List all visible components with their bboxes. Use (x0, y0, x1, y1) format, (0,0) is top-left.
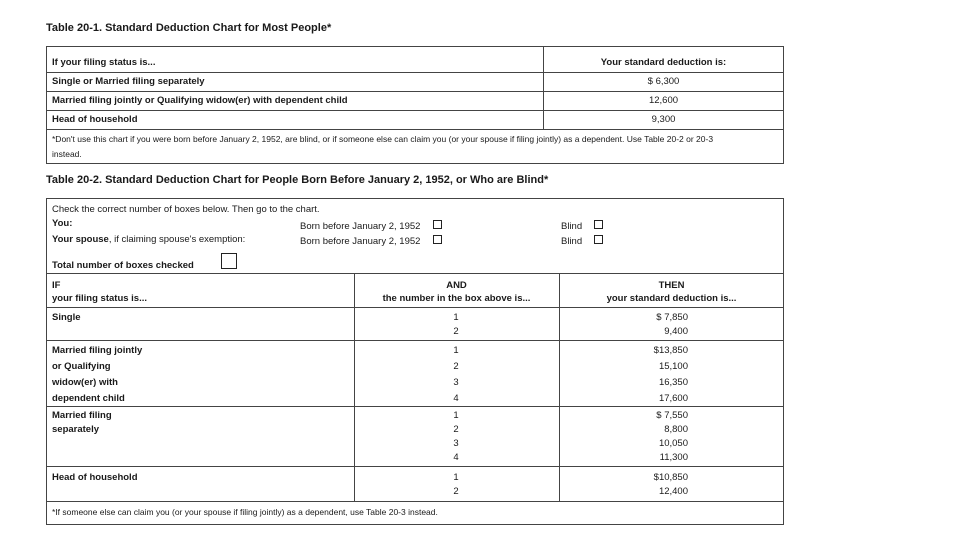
box-count: 2 (453, 486, 459, 497)
table1-header-left: If your filing status is... (52, 57, 156, 68)
col3-header-deduction: your standard deduction is... (606, 293, 737, 304)
you-born-before-checkbox[interactable] (433, 220, 442, 229)
deduction-amount: $10,850 (653, 472, 688, 483)
deduction-amount: $ 7,550 (656, 410, 688, 421)
table2-group-rule (46, 466, 784, 467)
table1-row-amount: $ 6,300 (647, 76, 680, 87)
table2-footnote-rule (46, 501, 784, 502)
table2-group-rule (46, 340, 784, 341)
amount-group-mfj (620, 344, 688, 408)
col2-header-number: the number in the box above is... (382, 293, 531, 304)
status-line: Married filing jointly (52, 345, 143, 356)
table1-row-status: Head of household (52, 114, 138, 125)
table1-footnote: *Don't use this chart if you were born before January 2, 1952, are blind, or if someone else can claim you (or your spouse if filing jointly) as a dependent. Use Table 20-2 or 20-3 (52, 134, 714, 144)
box-count: 2 (453, 424, 459, 435)
box-count: 2 (453, 326, 459, 337)
col3-header-then: THEN (658, 280, 685, 291)
spouse-label-bold: Your spouse (52, 234, 109, 245)
status-line: dependent child (52, 393, 125, 404)
box-count: 1 (453, 345, 459, 356)
status-group-mfj (52, 344, 142, 408)
deduction-amount: 11,300 (659, 452, 688, 463)
table1-row-rule (46, 91, 784, 92)
status-group-mfs (52, 409, 112, 437)
table2-footnote: *If someone else can claim you (or your spouse if filing jointly) as a dependent, use Table 20-3 instead. (52, 507, 438, 517)
total-boxes-label: Total number of boxes checked (52, 260, 194, 271)
deduction-amount: 8,800 (664, 424, 688, 435)
status-line: or Qualifying (52, 361, 111, 372)
amount-group-mfs (620, 409, 688, 465)
box-count: 3 (453, 438, 459, 449)
status-line: separately (52, 424, 100, 435)
status-line: Married filing (52, 410, 112, 421)
table1-row-status: Married filing jointly or Qualifying widow(er) with dependent child (52, 95, 348, 106)
you-born-before-label: Born before January 2, 1952 (300, 221, 421, 232)
spouse-blind-label: Blind (561, 236, 583, 247)
table1-row-rule (46, 129, 784, 130)
you-blind-checkbox[interactable] (594, 220, 603, 229)
you-blind-label: Blind (561, 221, 583, 232)
col2-header-and: AND (446, 280, 467, 291)
number-group-hoh (446, 471, 466, 499)
box-count: 2 (453, 361, 459, 372)
spouse-blind-checkbox[interactable] (594, 235, 603, 244)
deduction-amount: 9,400 (664, 326, 688, 337)
deduction-amount: $13,850 (653, 345, 688, 356)
status-group-hoh (52, 471, 138, 485)
amount-group-hoh (620, 471, 688, 499)
box-count: 1 (453, 472, 459, 483)
spouse-born-before-checkbox[interactable] (433, 235, 442, 244)
deduction-amount: 12,400 (658, 486, 688, 497)
deduction-amount: $ 7,850 (656, 312, 688, 323)
table1-row-status: Single or Married filing separately (52, 76, 205, 87)
deduction-amount: 17,600 (658, 393, 688, 404)
status-group-single (52, 311, 81, 325)
status-line: Single (52, 312, 81, 323)
table1-row-amount: 9,300 (651, 114, 676, 125)
total-boxes-input[interactable] (221, 253, 237, 269)
box-count: 1 (453, 312, 459, 323)
number-group-mfs (446, 409, 466, 465)
spouse-label-rest: , if claiming spouse's exemption: (108, 234, 246, 245)
table1-row-amount: 12,600 (648, 95, 679, 106)
table1-footnote-cont: instead. (52, 149, 82, 159)
col1-header-status: your filing status is... (52, 293, 148, 304)
table1-title: Table 20-1. Standard Deduction Chart for Most People* (46, 22, 332, 34)
spouse-label (52, 234, 245, 245)
you-label: You: (52, 218, 73, 229)
deduction-amount: 16,350 (658, 377, 688, 388)
table2-column-divider (559, 273, 560, 501)
table2-header-bottom-rule (46, 307, 784, 308)
table2-column-divider (354, 273, 355, 501)
table1-row-rule (46, 110, 784, 111)
table1-header-right: Your standard deduction is: (600, 57, 727, 68)
deduction-amount: 15,100 (658, 361, 688, 372)
col1-header-if: IF (52, 280, 61, 291)
table1-header-rule (46, 72, 784, 73)
box-count: 4 (453, 393, 459, 404)
table2-title: Table 20-2. Standard Deduction Chart for People Born Before January 2, 1952, or Who are Blind* (46, 174, 549, 186)
table2-instructions: Check the correct number of boxes below. Then go to the chart. (52, 204, 320, 215)
table2-header-top-rule (46, 273, 784, 274)
status-line: widow(er) with (52, 377, 118, 388)
number-group-single (446, 311, 466, 339)
amount-group-single (620, 311, 688, 339)
spouse-born-before-label: Born before January 2, 1952 (300, 236, 421, 247)
deduction-amount: 10,050 (658, 438, 688, 449)
box-count: 3 (453, 377, 459, 388)
box-count: 4 (453, 452, 459, 463)
status-line: Head of household (52, 472, 138, 483)
number-group-mfj (446, 344, 466, 408)
box-count: 1 (453, 410, 459, 421)
